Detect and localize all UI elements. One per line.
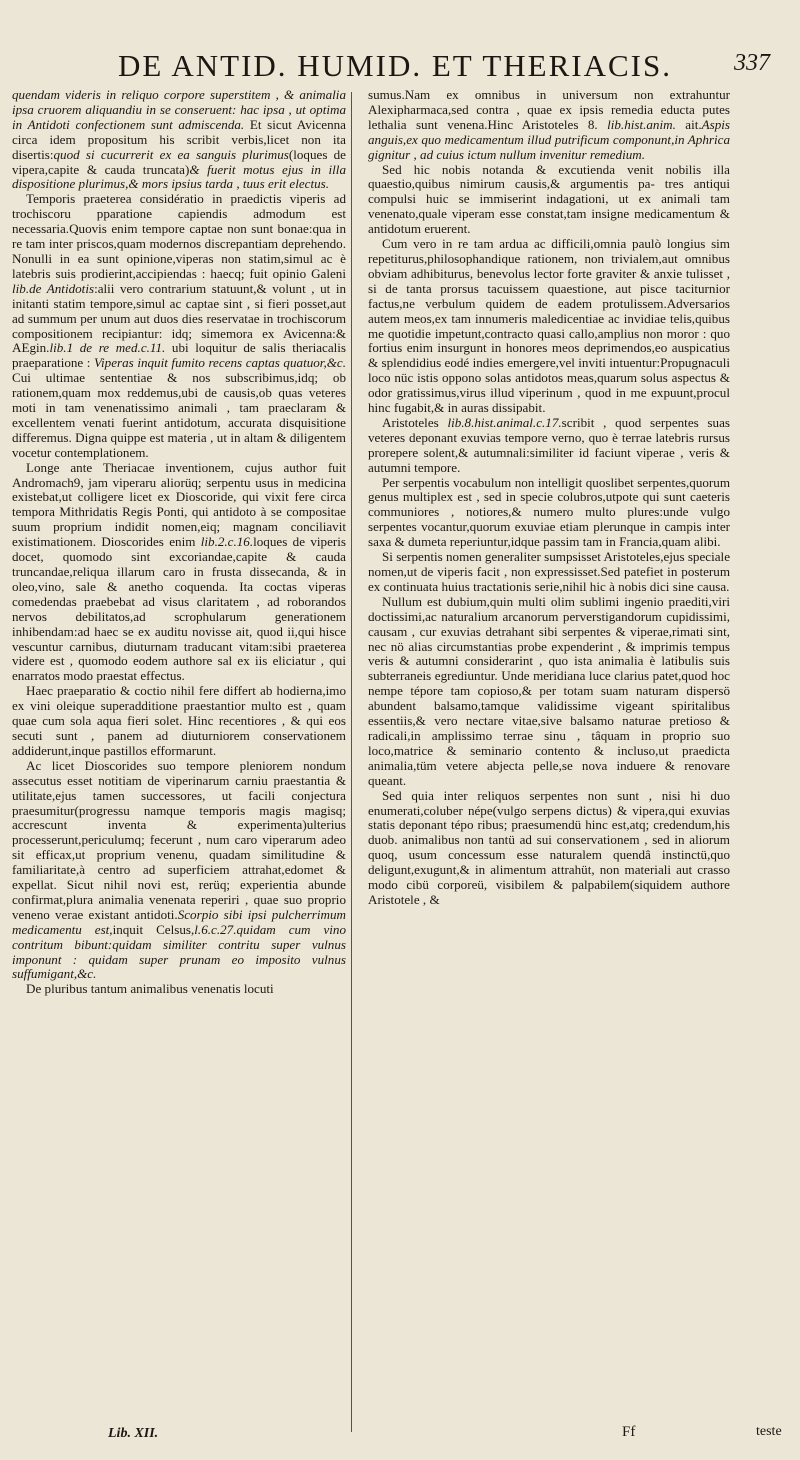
italic-text-run: lib.hist.anim. [607, 116, 676, 132]
paragraph [368, 476, 730, 551]
text-run: loques de viperis docet, quomodo sint excoriandae,capite & cauda truncandae,reliqua illarum caro in frusta dissecanda, & in oleo,vino, sale & anetho coquenda. Ita coctas viperas comedendas praebebat ad visus claritatem , ad roborandos nervos debilitatos,ad scrophularum generationem inhibendam:ad haec se ex auditu novisse ait, quod ii,qui hisce vescuntur carnibus, diuturnam traducant vitam:sibi praeterea videre est , quomodo eodem authore sal ex iis eliciatur , qui enarratos modo praestat effectus. [12, 534, 346, 684]
text-run: Temporis praeterea considératio in praedictis viperis ad trochiscoru pparatione capiendis admodum est necessaria.Quovis enim tempore captae non sunt bonae:qua in re tam inter priscos,quam modernos discrepantiam deprehendo. Nonulli in ea sunt opinione,viperas non statim,simul ac è latebris suis prodierint,accipiendas : haecq; fuit opinio Galeni [12, 191, 346, 281]
left-column [12, 88, 346, 997]
text-run: Ac licet Dioscorides suo tempore pleniorem nondum assecutus esset notitiam de viperinarum carniu praestantia & utilitate,ejus tamen successores, ut facili conjectura praesumitur(progressu namque temporis magis magisq; accrescunt inventa & experimenta)ulterius processerunt,periculumq; fecerunt , num caro viperarum adeo sit efficax,ut proprium venenu, quadam similitudine & familiaritate,à centro ad superficiem attrahat,edomet & expellat. Sicut nihil novi est, rerüq; experientia abunde confirmat,plura animalia venenata reperiri , quae suo proprio veneno verae existant antidoti. [12, 757, 346, 922]
text-run: sumus.Nam ex omnibus in universum non extrahuntur Alexipharmaca,sed contra , quae ex ipsis remedia educta putes lethalia sunt venena.Hinc Aristoteles 8. [368, 87, 730, 132]
text-run: Sed hic nobis notanda & excutienda venit nobilis illa quaestio,quibus nimirum causis,& argumentis pa- tres antiqui compulsi huic se immiserint indagationi, ut ex animali tam venenato,quale viperam esse constat,tam insigne medicamentum & antidotum eruerent. [368, 161, 730, 237]
paragraph [368, 595, 730, 789]
paragraph [12, 982, 346, 997]
text-run: Aristoteles [382, 414, 448, 430]
italic-text-run: l.6.c.27.quidam cum vino contritum bibunt:quidam similiter contritu super vulnus imponunt : quidam super prunam eo imposito vulnus suffumigant,&c. [12, 921, 346, 982]
paragraph [12, 759, 346, 983]
paragraph [12, 461, 346, 685]
text-run: Et sicut Avicenna circa idem propositum his scribit verbis,licet non ita disertis: [12, 116, 346, 162]
catchword: teste [756, 1424, 782, 1439]
paragraph [368, 88, 730, 163]
text-run: :alii vero contrarium statuunt,& volunt , ut in initanti statim tempore,simul ac captae sint , si fieri posset,aut ad summum per unum aut duos dies reservatae in trochiscorum compositionem recipiantur: idq; simemora ex Avicenna:& AEgin. [12, 280, 347, 356]
signature-mark: Ff [622, 1424, 636, 1440]
italic-text-run: lib.1 de re med.c.11. [49, 340, 166, 356]
paragraph [12, 88, 346, 192]
text-run: Sed quia inter reliquos serpentes non sunt , nisi hi duo enumerati,coluber népe(vulgo serpens dictus) & vipera,qui exuvias statis deponant tépo ribus; praesumendü hinc est,atq; credendum,his duob. animalibus non tantü ad sui conservationem , sed in aliorum quoq, usum concessum esse naturalem quendâ instinctü,quo deligunt,exugunt,& in alimentum attrahüt, non materiali aut crasso modo cibü corporeü, visibilem & palpabilem(siquidem authore Aristotele , & [368, 787, 730, 907]
paragraph [368, 416, 730, 476]
italic-text-run: lib.de Antidotis [12, 280, 95, 296]
text-run: Haec praeparatio & coctio nihil fere differt ab hodierna,imo ex vini oleique superadditione praestantior multo est , quam quae cum sola aqua fieri solet. Hinc recentiores , & qui eos secuti sunt , panem ad diuturniorem conservationem addiderunt,inque pastillos efformarunt. [12, 683, 346, 758]
text-run: Cui ultimae sententiae & nos subscribimus,idq; ob rationem,quam mox reddemus,ubi de causis,ob quas veteres moti in tam venenatissimo animali , tam praeclaram & excellentem venati fuerint antidotum, accurata disquisitione differemus. Digna quippe est materia , ut in altam & diligentem vocetur contemplationem. [12, 370, 346, 460]
text-run: De pluribus tantum animalibus venenatis locuti [26, 981, 274, 997]
italic-text-run: Aspis anguis,ex quo medicamentum illud putrificum componunt,in Aphrica gignitur , ad cuius ictum nullum invenitur remedium. [368, 116, 730, 162]
running-title: DE ANTID. HUMID. ET THERIACIS. [118, 48, 672, 83]
text-run: Nullum est dubium,quin multi olim sublimi ingenio praediti,viri doctissimi,ac naturalium arcanorum perverstigandorum cupidissimi, causam , cur exuvias detrahant sibi serpentes & viperae,rimati sint, nec nö alias circumstantias probe expenderint , & imprimis tempus veris & autumni considerarint , quo ista animalia è latibulis suis subterraneis egrediuntur. Unde meridiana luce clarius patet,quod hoc nempe tépore tam copioso,& per totam suam naturam dispersö abundent balsamo,tamque validissime vigeant spiritalibus essentiis,& vero nectare vitae,sive balsamo naturae pretioso & radicali,in amplissimo terrae sinu , tâquam in proprio suo loco,matrice & seminario contento & incluso,ut praedicta animalia,tüm vetere abjecta pelle,se nova induere & renovare queant. [368, 593, 730, 788]
column-divider [351, 92, 352, 1432]
italic-text-run: Scorpio sibi ipsi pulcherrimum medicamentu est, [12, 906, 346, 937]
italic-text-run: Viperas inquit fumito recens captas quatuor,&c. [94, 355, 346, 371]
text-run: Longe ante Theriacae inventionem, cujus author fuit Andromach9, jam viperaru aliorüq; serpentu usus in medicina existebat,ut colligere licet ex Dioscoride, qui vixit fere circa tempora Mithridatis Regis Ponti, qui antidoto à se compositae suum proprium indidit nomen,eiq; magnam conciliavit existimationem. Dioscorides enim [12, 459, 346, 550]
italic-text-run: & fuerit motus ejus in illa dispositione plurimus,& mors ipsius tarda , tuus erit electus. [12, 161, 346, 192]
paragraph [368, 237, 730, 416]
text-run: ait. [675, 116, 702, 132]
paragraph [12, 192, 346, 460]
paragraph [368, 789, 730, 908]
text-run: Si serpentis nomen generaliter sumpsisset Aristoteles,ejus speciale nomen,ut de viperis facit , non expressisset.Sed patefiet in posterum ex continuata huius tractationis serie,nihil hic à nobis dici sine causa. [368, 549, 731, 594]
paragraph [368, 550, 730, 595]
text-run: inquit Celsus, [112, 921, 195, 937]
page-number: 337 [734, 50, 770, 76]
italic-text-run: quod si cucurrerit ex ea sanguis plurimus [53, 146, 289, 162]
italic-text-run: lib.2.c.16. [200, 534, 254, 550]
text-run: Per serpentis vocabulum non intelligit quoslibet serpentes,quorum genus multiplex est , sed in specie colubros,utpote qui sunt caeteris communiores , notiores,& numero multo plures:unde vulgo serpentes vocantur,quorum exuviae etiam plerunque in campis inter saxa & dumeta reperiuntur,idque passim tam in Francia,quam alibi. [368, 474, 730, 550]
paragraph [12, 684, 346, 759]
text-run: scribit , quod serpentes suas veteres deponant exuvias tempore verno, quo è terrae latebris rursus prorepere solent,& autumnali:similiter id faciunt viperae , veris & autumni tempore. [368, 414, 730, 475]
book-indicator: Lib. XII. [108, 1426, 159, 1441]
text-run: (loques de vipera,capite & cauda truncata) [12, 146, 346, 177]
italic-text-run: quendam videris in reliquo corpore superstitem , & animalia ipsa cruorem aliquandiu in se conseruent: hac ipsa , ut optima in Antidoti confectionem sunt admiscenda. [12, 87, 346, 132]
italic-text-run: lib.8.hist.animal.c.17. [447, 414, 562, 430]
text-run: ubi loquitur de salis theriacalis praeparatione : [12, 340, 347, 371]
right-column [368, 88, 730, 908]
text-run: Cum vero in re tam ardua ac difficili,omnia paulò longius sim repetiturus,philosophandique rationem, non trivialem,aut omnibus obviam adhibiturus, benevolus lector forte graviter & anxie tulisset , si de tanta prorsus tacuissem quaestione, aut pisce taciturnior factus,ne verbulum quidem de eadem protulissem.Adversarios autem meos,ex tam innumeris maledicentiae ac invidiae telis,quibus me quotidie impetunt,contracto quasi callo,amplius non moror : quo fortius enim insurgunt in honores meos deprimendos,eo auspicatius & splendidius eodé indies emergere,vel inviti intuentur:Propugnaculi loco nüc istis oppono solas antidotos meas,quarum solus aspectus & odor gratissimus,virus illud viperinum , quod in me expuunt,procul hinc fugabit,& in auras dissipabit. [368, 236, 730, 416]
paragraph [368, 163, 730, 238]
